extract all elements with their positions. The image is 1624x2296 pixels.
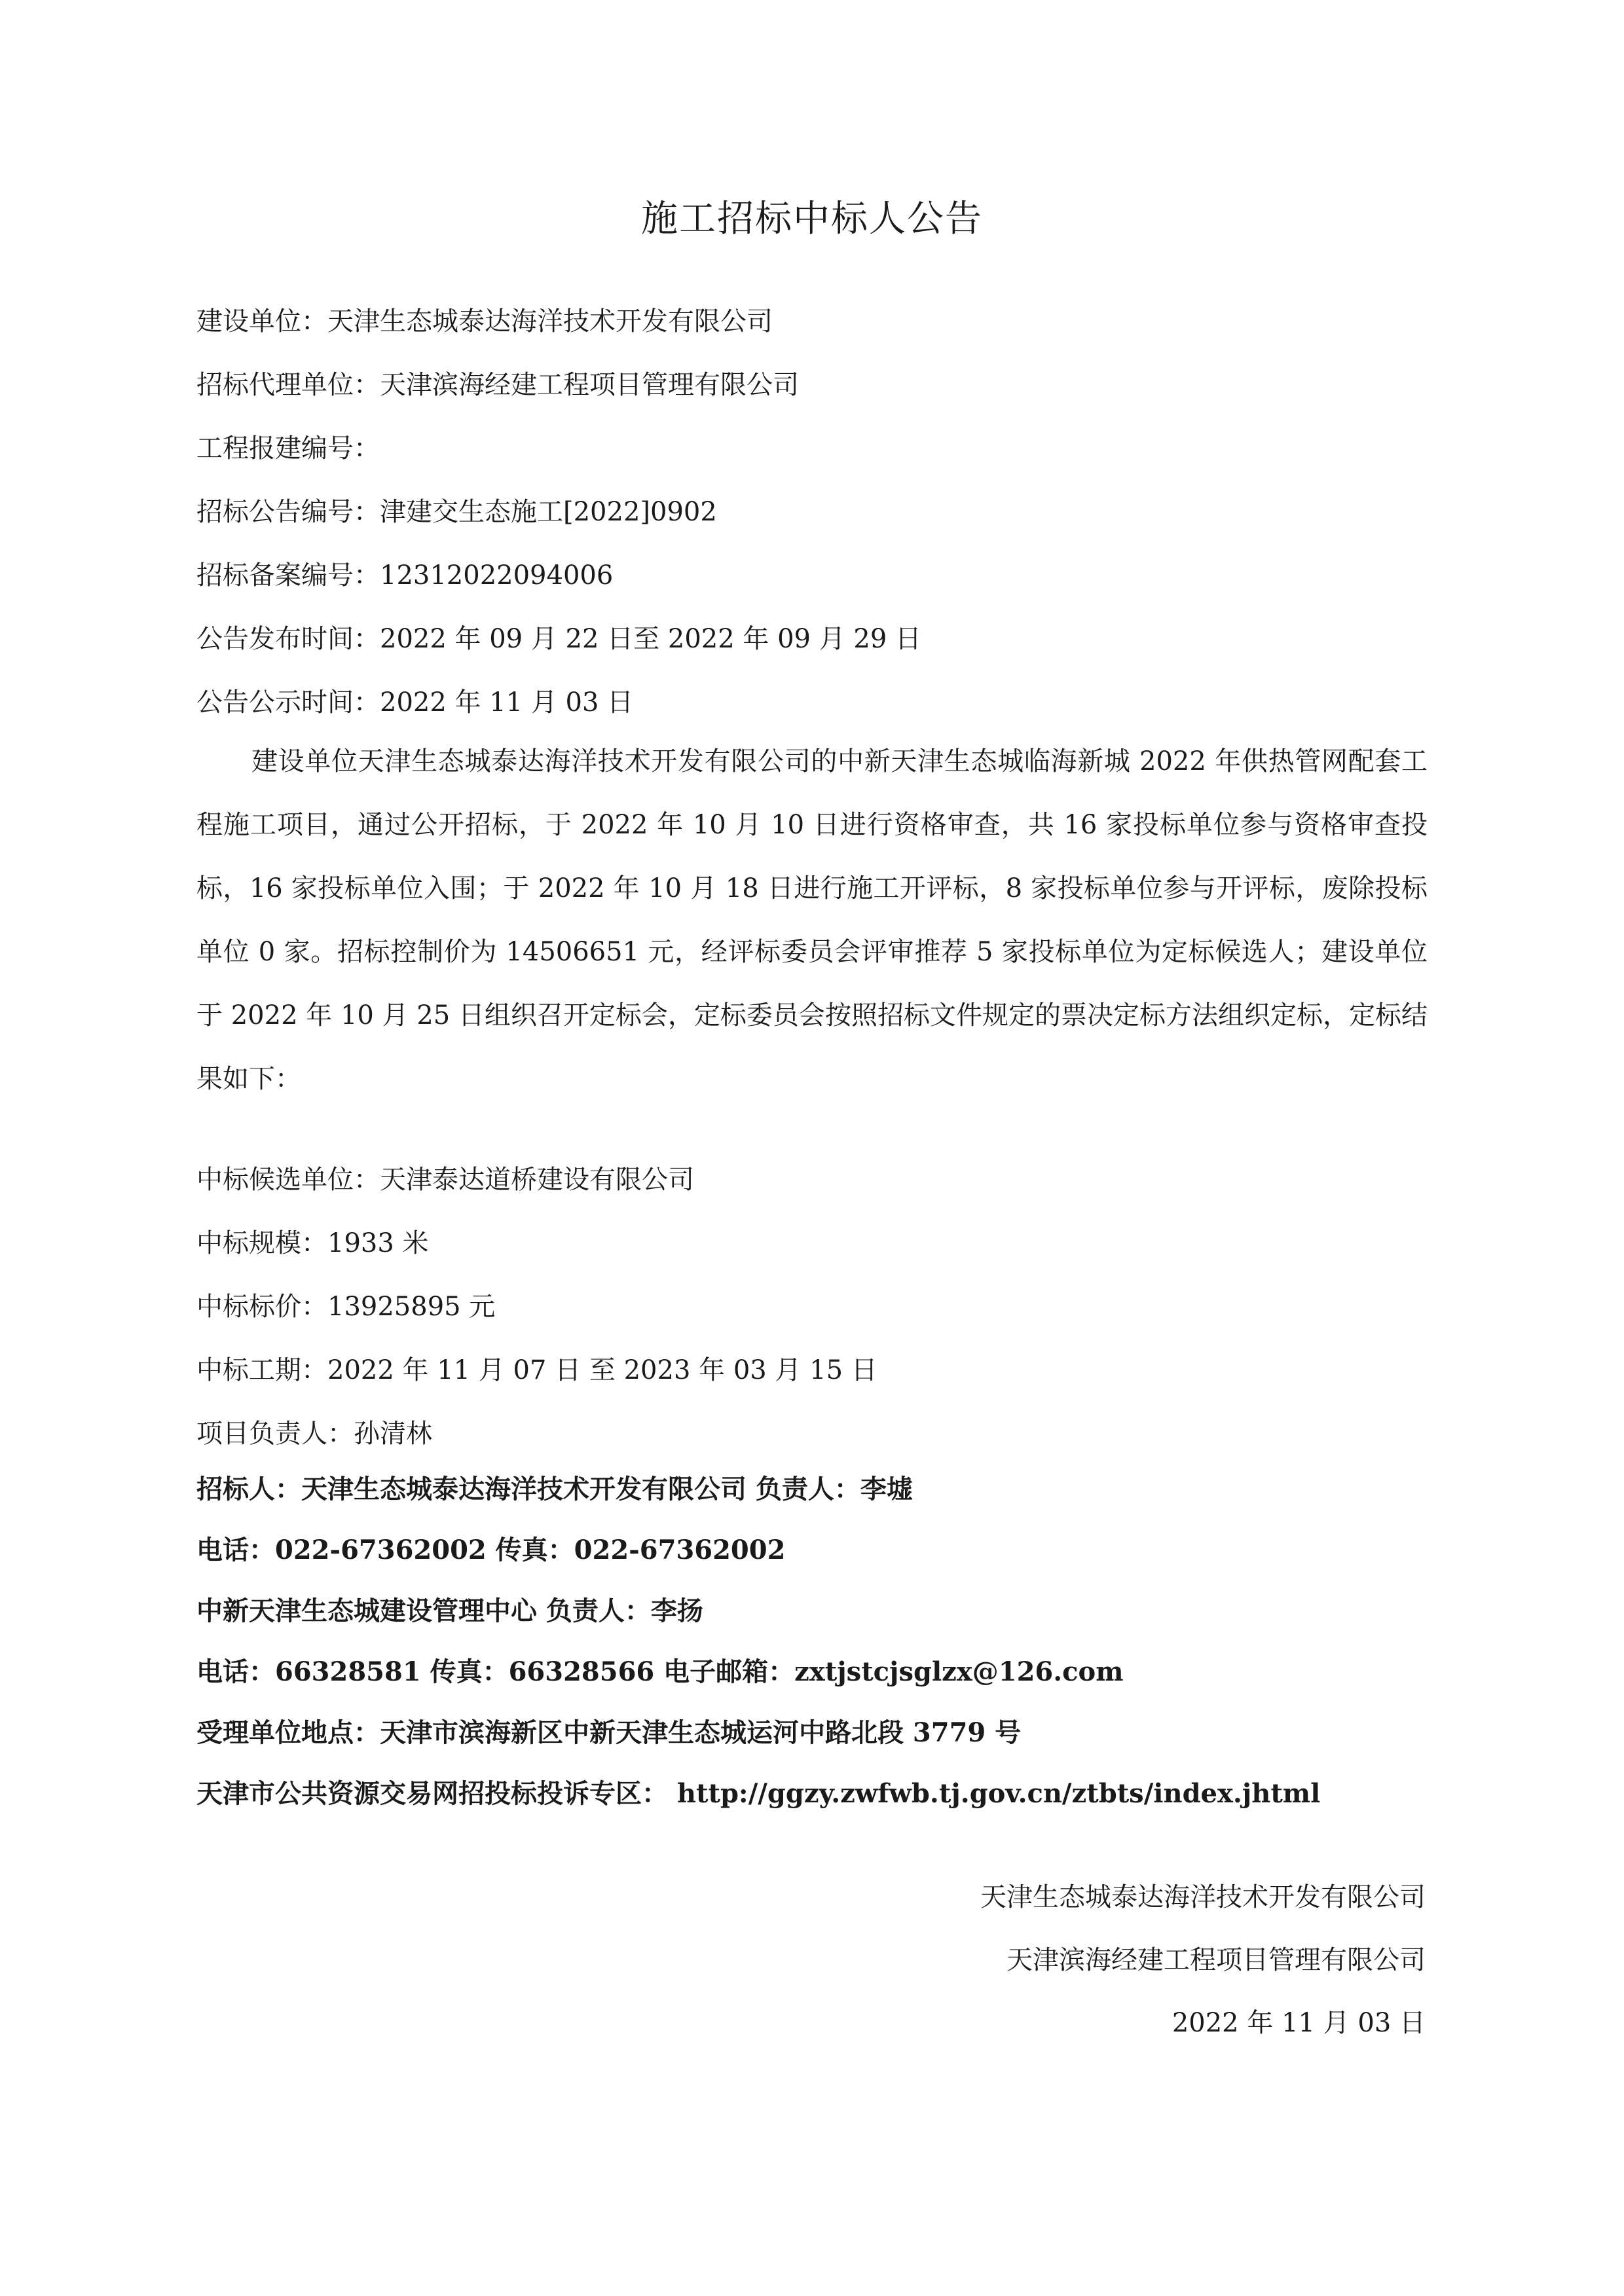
- authority-phone-line: 电话：66328581 传真：66328566 电子邮箱：zxtjstcjsglzx@126.com: [196, 1656, 1124, 1687]
- price-line: 中标标价：13925895 元: [196, 1292, 496, 1322]
- project-manager-line: 项目负责人：孙清林: [196, 1419, 432, 1449]
- notice-no-line: 招标公告编号：津建交生态施工[2022]0902: [196, 497, 717, 527]
- complaint-line: 天津市公共资源交易网招投标投诉专区： http://ggzy.zwfwb.tj.gov.cn/ztbts/index.jhtml: [196, 1778, 1321, 1809]
- document-title: 施工招标中标人公告: [641, 198, 983, 240]
- winner-line: 中标候选单位：天津泰达道桥建设有限公司: [196, 1165, 694, 1195]
- scale-line: 中标规模：1933 米: [196, 1228, 429, 1258]
- address-line: 受理单位地点：天津市滨海新区中新天津生态城运河中路北段 3779 号: [196, 1717, 1022, 1748]
- public-time-line: 公告公示时间：2022 年 11 月 03 日: [196, 687, 634, 718]
- record-no-line: 招标备案编号：12312022094006: [196, 560, 614, 591]
- period-line: 中标工期：2022 年 11 月 07 日 至 2023 年 03 月 15 日: [196, 1355, 877, 1385]
- tenderer-phone-line: 电话：022-67362002 传真：022-67362002: [196, 1535, 786, 1565]
- signature-date: 2022 年 11 月 03 日: [1172, 2008, 1426, 2038]
- signature-org1: 天津生态城泰达海洋技术开发有限公司: [980, 1882, 1426, 1912]
- publish-time-line: 公告发布时间：2022 年 09 月 22 日至 2022 年 09 月 29 日: [196, 624, 922, 654]
- authority-line: 中新天津生态城建设管理中心 负责人：李扬: [196, 1595, 703, 1626]
- project-reg-no-line: 工程报建编号：: [196, 433, 380, 464]
- body-paragraph: 建设单位天津生态城泰达海洋技术开发有限公司的中新天津生态城临海新城 2022 年供热管网配套工程施工项目，通过公开招标，于 2022 年 10 月 10 日进行资格审查，共 16 家投标单位参与资格审查投标，16 家投标单位入围；于 2022 年 10 月 18 日进行施工开评标，8 家投标单位参与开评标，废除投标单位 0 家。招标控制价为 14506651 元，经评标委员会评审推荐 5 家投标单位为定标候选人；建设单位于 2022 年 10 月 25 日组织召开定标会，定标委员会按照招标文件规定的票决定标方法组织定标，定标结果如下：: [196, 746, 1428, 1094]
- construction-unit-line: 建设单位：天津生态城泰达海洋技术开发有限公司: [196, 306, 773, 337]
- tenderer-line: 招标人：天津生态城泰达海洋技术开发有限公司 负责人：李墟: [196, 1474, 913, 1504]
- agency-line: 招标代理单位：天津滨海经建工程项目管理有限公司: [196, 370, 799, 400]
- signature-org2: 天津滨海经建工程项目管理有限公司: [1006, 1945, 1426, 1975]
